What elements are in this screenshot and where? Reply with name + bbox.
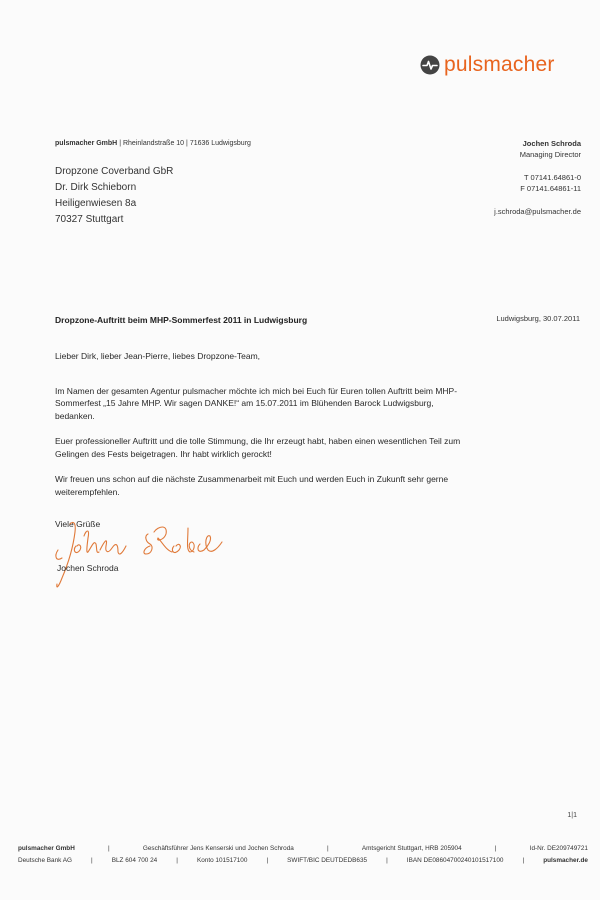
sender-separator: | — [186, 140, 188, 147]
body-paragraph: Wir freuen uns schon auf die nächste Zusammenarbeit mit Euch und werden Euch in Zukunft sehr gerne weiterempfehlen. — [55, 474, 449, 497]
handwritten-signature — [46, 506, 236, 596]
recipient-line: Dropzone Coverband GbR — [55, 166, 174, 177]
footer-row-bank — [18, 855, 588, 867]
sender-line — [55, 140, 251, 147]
letter-body — [55, 350, 465, 511]
sender-company: pulsmacher GmbH — [55, 140, 118, 147]
footer-account: Konto 101517100 — [196, 857, 248, 864]
contact-email: j.schroda@pulsmacher.de — [494, 207, 581, 216]
contact-block — [494, 138, 581, 217]
recipient-line: 70327 Stuttgart — [55, 214, 124, 225]
footer-management: Geschäftsführer Jens Kenserski und Jochen Schroda — [142, 845, 294, 852]
footer-blz: BLZ 604 700 24 — [111, 857, 158, 864]
company-logo — [420, 52, 555, 78]
footer-separator: | — [176, 857, 178, 864]
footer-company: pulsmacher GmbH — [18, 845, 75, 852]
page-number: 1|1 — [567, 812, 577, 819]
recipient-line: Heiligenwiesen 8a — [55, 198, 137, 209]
recipient-address — [55, 164, 173, 228]
sender-city: 71636 Ludwigsburg — [189, 140, 251, 147]
letter-subject: Dropzone-Auftritt beim MHP-Sommerfest 2011 in Ludwigsburg — [55, 315, 308, 325]
heartbeat-circle-icon — [420, 55, 440, 75]
footer-swift: SWIFT/BIC DEUTDEDB635 — [287, 857, 368, 864]
footer-separator: | — [386, 857, 388, 864]
contact-phone: T 07141.64861-0 — [524, 173, 581, 182]
footer-separator: | — [522, 857, 525, 864]
footer-separator: | — [266, 857, 269, 864]
footer-website: pulsmacher.de — [543, 857, 588, 864]
sender-street: Rheinlandstraße 10 — [122, 140, 185, 147]
contact-name: Jochen Schroda — [522, 139, 581, 148]
signature-name: Jochen Schroda — [57, 563, 119, 573]
body-paragraph: Euer professioneller Auftritt und die tolle Stimmung, die Ihr erzeugt habt, haben einen wesentlichen Teil zum Gelingen des Fests beigetragen. Ihr habt wirklich gerockt! — [55, 436, 461, 459]
footer-vat-id: Id-Nr. DE209749721 — [529, 845, 588, 852]
contact-title: Managing Director — [519, 150, 581, 159]
footer-bank: Deutsche Bank AG — [18, 857, 72, 864]
footer-row-company — [18, 843, 588, 855]
footer-separator: | — [91, 857, 93, 864]
logo-text: pulsmacher — [444, 53, 555, 76]
letter-date: Ludwigsburg, 30.07.2011 — [496, 314, 580, 323]
body-paragraph: Im Namen der gesamten Agentur pulsmacher möchte ich mich bei Euch für Euren tollen Auftritt beim MHP-Sommerfest „15 Jahre MHP. Wir sagen DANKE!“ am 15.07.2011 im Blühenden Barock Ludwigsburg, bedanken. — [55, 385, 458, 421]
salutation: Lieber Dirk, lieber Jean-Pierre, liebes Dropzone-Team, — [55, 351, 261, 361]
contact-fax: F 07141.64861-11 — [520, 184, 581, 193]
closing: Viele Grüße — [55, 519, 101, 529]
footer-separator: | — [494, 845, 497, 852]
footer-iban: IBAN DE08604700240101517100 — [406, 857, 504, 864]
sender-separator: | — [119, 140, 122, 147]
footer-court: Amtsgericht Stuttgart, HRB 205904 — [361, 845, 462, 852]
letter-footer — [18, 843, 588, 867]
footer-separator: | — [108, 845, 110, 852]
recipient-line: Dr. Dirk Schieborn — [55, 182, 137, 193]
footer-separator: | — [327, 845, 329, 852]
